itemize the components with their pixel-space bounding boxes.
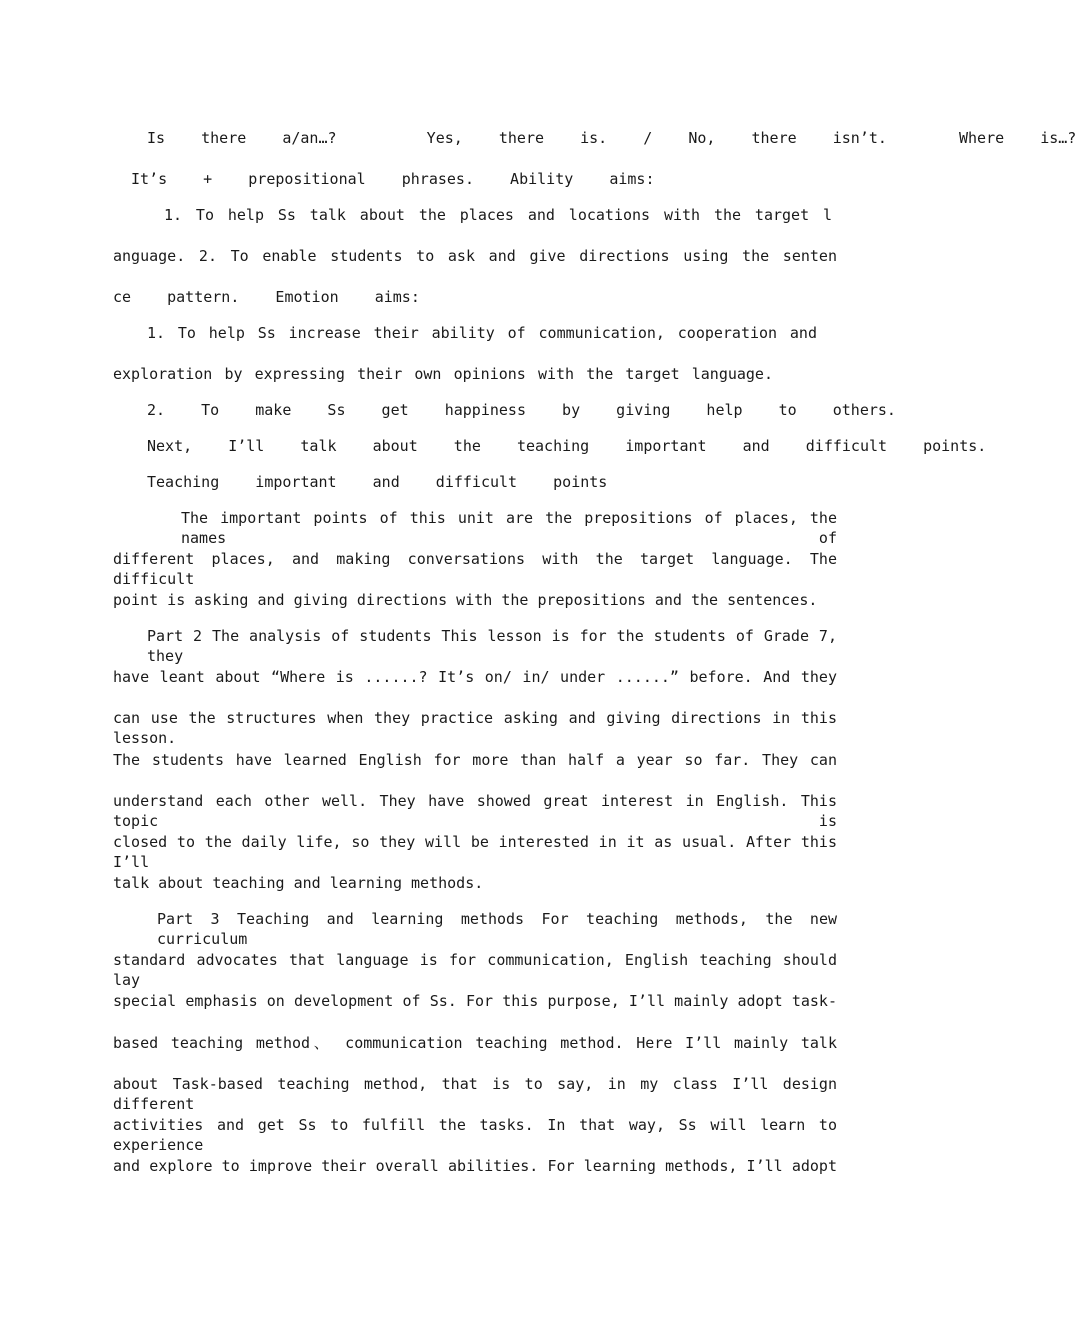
- text-line: based teaching method、 communication teaching method. Here I’ll mainly talk: [113, 1034, 837, 1052]
- text-line: closed to the daily life, so they will be interested in it as usual. After this I’ll: [113, 833, 837, 871]
- text-line: Next, I’ll talk about the teaching important and difficult points.: [147, 437, 987, 455]
- text-line: have leant about “Where is ......? It’s on/ in/ under ......” before. And they: [113, 668, 837, 686]
- text-line: 1. To help Ss talk about the places and locations with the target l: [164, 206, 832, 224]
- text-line: anguage. 2. To enable students to ask and give directions using the senten: [113, 247, 837, 265]
- text-line: 2. To make Ss get happiness by giving help to others.: [147, 401, 896, 419]
- text-line: standard advocates that language is for communication, English teaching should lay: [113, 951, 837, 989]
- text-line: special emphasis on development of Ss. For this purpose, I’ll mainly adopt task-: [113, 992, 837, 1010]
- text-line: point is asking and giving directions with the prepositions and the sentences.: [113, 591, 818, 609]
- text-line: different places, and making conversations with the target language. The difficult: [113, 550, 837, 588]
- text-line: Is there a/an…? Yes, there is. / No, there isn’t. Where is…?: [147, 129, 1076, 147]
- text-line: activities and get Ss to fulfill the tasks. In that way, Ss will learn to experience: [113, 1116, 837, 1154]
- text-line: Part 2 The analysis of students This lesson is for the students of Grade 7, they: [147, 627, 837, 665]
- text-line: about Task-based teaching method, that is to say, in my class I’ll design different: [113, 1075, 837, 1113]
- text-line: and explore to improve their overall abilities. For learning methods, I’ll adopt: [113, 1157, 837, 1175]
- text-line: understand each other well. They have showed great interest in English. This topic is: [113, 792, 837, 830]
- text-line: can use the structures when they practice asking and giving directions in this lesson.: [113, 709, 837, 747]
- text-line: Part 3 Teaching and learning methods For teaching methods, the new curriculum: [157, 910, 837, 948]
- text-line: ce pattern. Emotion aims:: [113, 288, 420, 306]
- text-line: exploration by expressing their own opinions with the target language.: [113, 365, 773, 383]
- text-line: The students have learned English for more than half a year so far. They can: [113, 751, 837, 769]
- text-line: 1. To help Ss increase their ability of communication, cooperation and: [147, 324, 817, 342]
- text-line: Teaching important and difficult points: [147, 473, 608, 491]
- text-line: The important points of this unit are the prepositions of places, the names of: [181, 509, 837, 547]
- text-line: It’s + prepositional phrases. Ability aims:: [131, 170, 655, 188]
- text-line: talk about teaching and learning methods.: [113, 874, 484, 892]
